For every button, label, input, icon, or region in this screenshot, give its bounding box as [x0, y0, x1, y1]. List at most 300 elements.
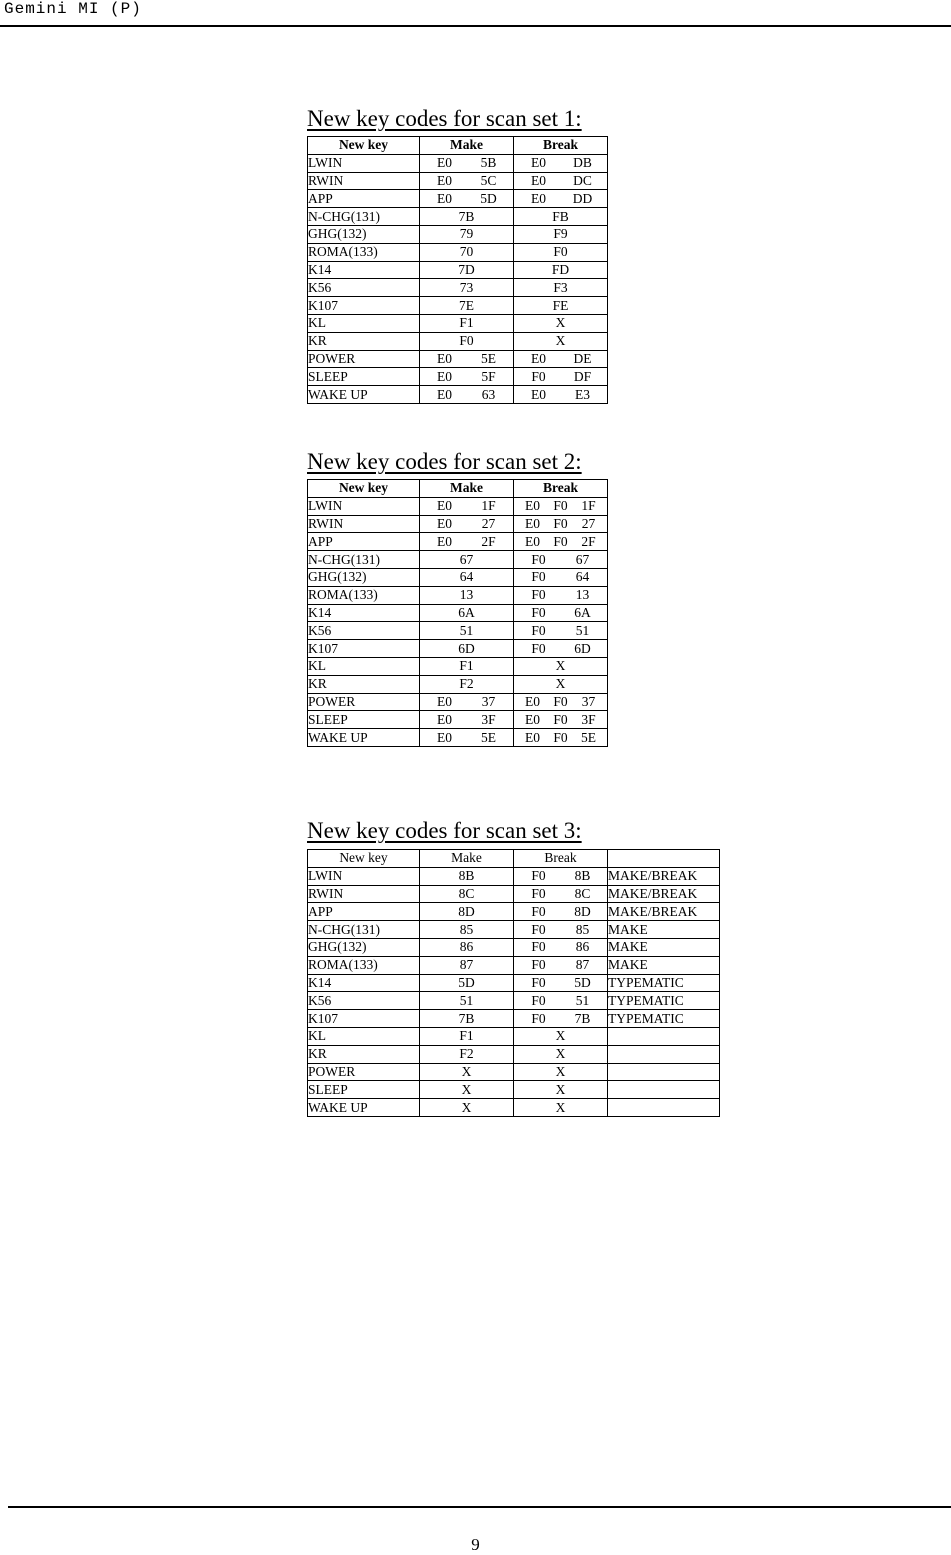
key-type-cell: MAKE/BREAK — [608, 903, 720, 921]
table-row — [308, 350, 608, 368]
break-code-cell — [514, 172, 608, 190]
scan-code: 7E — [459, 297, 474, 313]
break-code-cell — [514, 1099, 608, 1117]
scan-code: F1 — [459, 315, 474, 331]
key-name-cell: POWER — [308, 350, 420, 368]
table-row — [308, 497, 608, 515]
key-name-cell: KL — [308, 657, 420, 675]
scan-code: 73 — [459, 279, 474, 295]
scan-code: E0 — [525, 711, 540, 727]
scan-code: 7B — [574, 1010, 591, 1026]
scan-code: 5E — [481, 350, 496, 366]
break-code-cell — [514, 885, 608, 903]
scan-code: E0 — [437, 533, 452, 549]
scan-code: 5C — [480, 172, 497, 188]
scan-code: X — [555, 658, 566, 674]
key-name-cell: ROMA(133) — [308, 956, 420, 974]
key-type-cell: MAKE — [608, 921, 720, 939]
make-code-cell — [420, 640, 514, 658]
scan-code: F9 — [553, 226, 568, 242]
make-code-cell — [420, 903, 514, 921]
scan-code: 3F — [581, 711, 596, 727]
key-name-cell: RWIN — [308, 172, 420, 190]
key-name-cell: SLEEP — [308, 1081, 420, 1099]
scan-set-3-table — [307, 849, 720, 1117]
table-row — [308, 956, 720, 974]
scan-code: F0 — [531, 551, 546, 567]
scan-code: 79 — [459, 226, 474, 242]
make-code-cell — [420, 867, 514, 885]
column-header: Make — [420, 850, 514, 868]
table-row — [308, 551, 608, 569]
key-name-cell: K56 — [308, 622, 420, 640]
scan-code: X — [555, 315, 566, 331]
key-type-cell: TYPEMATIC — [608, 974, 720, 992]
scan-code: X — [461, 1063, 472, 1079]
scan-code: F0 — [459, 333, 474, 349]
table-row — [308, 1010, 720, 1028]
scan-code: F0 — [531, 604, 546, 620]
scan-code: DB — [573, 155, 592, 171]
page-header-title: Gemini MI (P) — [4, 0, 142, 18]
table-row — [308, 675, 608, 693]
make-code-cell — [420, 172, 514, 190]
table-row — [308, 1081, 720, 1099]
make-code-cell — [420, 675, 514, 693]
key-name-cell: K14 — [308, 261, 420, 279]
column-header: Make — [420, 137, 514, 155]
key-name-cell: N-CHG(131) — [308, 921, 420, 939]
scan-code: 5B — [480, 155, 497, 171]
break-code-cell — [514, 243, 608, 261]
scan-code: DC — [573, 172, 592, 188]
scan-code: 8C — [574, 885, 591, 901]
scan-code: E0 — [437, 350, 452, 366]
table-row — [308, 711, 608, 729]
make-code-cell — [420, 154, 514, 172]
make-code-cell — [420, 368, 514, 386]
key-name-cell: LWIN — [308, 497, 420, 515]
table-row — [308, 885, 720, 903]
table-row — [308, 657, 608, 675]
break-code-cell — [514, 1010, 608, 1028]
table-row — [308, 515, 608, 533]
break-code-cell — [514, 568, 608, 586]
make-code-cell — [420, 279, 514, 297]
key-name-cell: POWER — [308, 693, 420, 711]
scan-code: F0 — [531, 992, 546, 1008]
make-code-cell — [420, 729, 514, 747]
scan-code: 13 — [459, 587, 474, 603]
make-code-cell — [420, 1063, 514, 1081]
make-code-cell — [420, 243, 514, 261]
key-type-cell: MAKE — [608, 956, 720, 974]
break-code-cell — [514, 622, 608, 640]
break-code-cell — [514, 675, 608, 693]
break-code-cell — [514, 350, 608, 368]
break-code-cell — [514, 1063, 608, 1081]
scan-code: 5D — [458, 974, 475, 990]
scan-code: E0 — [531, 350, 546, 366]
make-code-cell — [420, 622, 514, 640]
scan-code: F0 — [553, 515, 568, 531]
scan-code: 6A — [458, 604, 475, 620]
scan-set-2-table — [307, 479, 608, 747]
make-code-cell — [420, 533, 514, 551]
scan-code: E0 — [531, 386, 546, 402]
scan-code: FB — [552, 208, 569, 224]
table-row — [308, 867, 720, 885]
scan-code: F1 — [459, 1028, 474, 1044]
scan-code: 2F — [481, 533, 496, 549]
key-name-cell: SLEEP — [308, 368, 420, 386]
table-row — [308, 729, 608, 747]
scan-code: F0 — [531, 587, 546, 603]
scan-code: 67 — [459, 551, 474, 567]
scan-code: 8C — [458, 885, 475, 901]
scan-code: 8B — [458, 868, 475, 884]
make-code-cell — [420, 1099, 514, 1117]
make-code-cell — [420, 190, 514, 208]
scan-code: F1 — [459, 658, 474, 674]
column-header: Make — [420, 480, 514, 498]
break-code-cell — [514, 657, 608, 675]
scan-code: E0 — [437, 498, 452, 514]
table-header-row — [308, 480, 608, 498]
table-row — [308, 172, 608, 190]
scan-code: F0 — [553, 711, 568, 727]
key-name-cell: WAKE UP — [308, 1099, 420, 1117]
table-row — [308, 622, 608, 640]
scan-code: 6A — [574, 604, 591, 620]
break-code-cell — [514, 729, 608, 747]
scan-code: F3 — [553, 279, 568, 295]
make-code-cell — [420, 297, 514, 315]
make-code-cell — [420, 386, 514, 404]
scan-code: F0 — [531, 368, 546, 384]
scan-code: E3 — [575, 386, 590, 402]
break-code-cell — [514, 974, 608, 992]
key-type-cell — [608, 1099, 720, 1117]
scan-code: FD — [551, 261, 570, 277]
scan-code: E0 — [437, 386, 452, 402]
table-row — [308, 332, 608, 350]
table-header-row — [308, 850, 720, 868]
footer-rule — [8, 1506, 951, 1508]
scan-code: F0 — [531, 903, 546, 919]
key-name-cell: K14 — [308, 974, 420, 992]
scan-code: F0 — [531, 974, 546, 990]
section-title: New key codes for scan set 1: — [307, 106, 582, 131]
key-name-cell: APP — [308, 190, 420, 208]
break-code-cell — [514, 533, 608, 551]
make-code-cell — [420, 974, 514, 992]
key-type-cell: MAKE/BREAK — [608, 867, 720, 885]
column-header: Break — [514, 850, 608, 868]
scan-code: E0 — [531, 190, 546, 206]
make-code-cell — [420, 992, 514, 1010]
scan-code: 8D — [574, 903, 591, 919]
make-code-cell — [420, 956, 514, 974]
key-name-cell: LWIN — [308, 154, 420, 172]
scan-code: F0 — [531, 640, 546, 656]
key-name-cell: GHG(132) — [308, 938, 420, 956]
table-row — [308, 386, 608, 404]
break-code-cell — [514, 921, 608, 939]
column-header: New key — [308, 137, 420, 155]
key-name-cell: KL — [308, 314, 420, 332]
key-type-cell: TYPEMATIC — [608, 1010, 720, 1028]
table-row — [308, 243, 608, 261]
scan-code: 27 — [481, 515, 496, 531]
key-type-cell: MAKE/BREAK — [608, 885, 720, 903]
make-code-cell — [420, 604, 514, 622]
scan-code: E0 — [437, 190, 452, 206]
make-code-cell — [420, 1081, 514, 1099]
key-name-cell: WAKE UP — [308, 729, 420, 747]
break-code-cell — [514, 867, 608, 885]
break-code-cell — [514, 297, 608, 315]
scan-code: 5F — [481, 368, 496, 384]
key-name-cell: RWIN — [308, 885, 420, 903]
table-row — [308, 938, 720, 956]
make-code-cell — [420, 314, 514, 332]
scan-code: 5D — [480, 190, 497, 206]
column-header: Break — [514, 137, 608, 155]
table-row — [308, 1027, 720, 1045]
make-code-cell — [420, 938, 514, 956]
scan-code: 37 — [581, 693, 596, 709]
scan-code: E0 — [437, 155, 452, 171]
scan-code: E0 — [531, 155, 546, 171]
key-name-cell: N-CHG(131) — [308, 208, 420, 226]
scan-code: 8D — [458, 903, 475, 919]
break-code-cell — [514, 711, 608, 729]
break-code-cell — [514, 551, 608, 569]
scan-code: 64 — [575, 569, 590, 585]
make-code-cell — [420, 225, 514, 243]
column-header — [608, 850, 720, 868]
key-type-cell — [608, 1063, 720, 1081]
make-code-cell — [420, 1010, 514, 1028]
break-code-cell — [514, 693, 608, 711]
make-code-cell — [420, 1027, 514, 1045]
column-header: Break — [514, 480, 608, 498]
scan-code: E0 — [437, 729, 452, 745]
scan-code: 51 — [459, 622, 474, 638]
scan-code: 85 — [575, 921, 590, 937]
scan-code: 6D — [574, 640, 591, 656]
key-type-cell — [608, 1045, 720, 1063]
key-name-cell: KL — [308, 1027, 420, 1045]
scan-code: X — [555, 1099, 566, 1115]
scan-code: 67 — [575, 551, 590, 567]
break-code-cell — [514, 515, 608, 533]
scan-code: 1F — [581, 498, 596, 514]
scan-code: F0 — [553, 729, 568, 745]
scan-code: X — [461, 1099, 472, 1115]
break-code-cell — [514, 314, 608, 332]
break-code-cell — [514, 190, 608, 208]
scan-code: E0 — [437, 711, 452, 727]
make-code-cell — [420, 551, 514, 569]
table-row — [308, 640, 608, 658]
make-code-cell — [420, 568, 514, 586]
key-name-cell: K14 — [308, 604, 420, 622]
scan-code: 37 — [481, 693, 496, 709]
make-code-cell — [420, 497, 514, 515]
table-row — [308, 903, 720, 921]
table-row — [308, 297, 608, 315]
scan-code: 64 — [459, 569, 474, 585]
table-row — [308, 992, 720, 1010]
scan-code: F0 — [531, 868, 546, 884]
scan-code: 5E — [481, 729, 496, 745]
table-row — [308, 1099, 720, 1117]
break-code-cell — [514, 497, 608, 515]
make-code-cell — [420, 261, 514, 279]
scan-code: E0 — [437, 693, 452, 709]
break-code-cell — [514, 1045, 608, 1063]
section-title: New key codes for scan set 3: — [307, 818, 582, 843]
break-code-cell — [514, 992, 608, 1010]
table-row — [308, 368, 608, 386]
scan-code: X — [555, 1028, 566, 1044]
key-name-cell: WAKE UP — [308, 386, 420, 404]
scan-code: X — [555, 333, 566, 349]
key-name-cell: ROMA(133) — [308, 586, 420, 604]
table-row — [308, 533, 608, 551]
break-code-cell — [514, 368, 608, 386]
scan-code: DF — [573, 368, 592, 384]
scan-code: F2 — [459, 1046, 474, 1062]
table-row — [308, 208, 608, 226]
scan-code: 86 — [459, 939, 474, 955]
break-code-cell — [514, 154, 608, 172]
break-code-cell — [514, 225, 608, 243]
scan-code: 6D — [458, 640, 475, 656]
make-code-cell — [420, 586, 514, 604]
break-code-cell — [514, 332, 608, 350]
scan-code: E0 — [437, 172, 452, 188]
key-name-cell: K56 — [308, 992, 420, 1010]
key-name-cell: APP — [308, 533, 420, 551]
make-code-cell — [420, 657, 514, 675]
key-name-cell: GHG(132) — [308, 568, 420, 586]
scan-code: 7B — [458, 208, 475, 224]
break-code-cell — [514, 604, 608, 622]
table-row — [308, 921, 720, 939]
scan-code: F0 — [531, 569, 546, 585]
scan-code: E0 — [525, 693, 540, 709]
scan-code: E0 — [437, 368, 452, 384]
table-row — [308, 261, 608, 279]
scan-code: F0 — [531, 622, 546, 638]
make-code-cell — [420, 711, 514, 729]
key-name-cell: APP — [308, 903, 420, 921]
scan-code: 85 — [459, 921, 474, 937]
column-header: New key — [308, 480, 420, 498]
scan-code: X — [555, 1081, 566, 1097]
key-name-cell: N-CHG(131) — [308, 551, 420, 569]
break-code-cell — [514, 279, 608, 297]
scan-code: 3F — [481, 711, 496, 727]
key-name-cell: GHG(132) — [308, 225, 420, 243]
scan-code: X — [461, 1081, 472, 1097]
make-code-cell — [420, 350, 514, 368]
break-code-cell — [514, 208, 608, 226]
table-row — [308, 693, 608, 711]
make-code-cell — [420, 921, 514, 939]
break-code-cell — [514, 386, 608, 404]
scan-code: E0 — [531, 172, 546, 188]
key-name-cell: K107 — [308, 297, 420, 315]
scan-code: F0 — [553, 244, 568, 260]
scan-code: E0 — [525, 729, 540, 745]
key-type-cell: MAKE — [608, 938, 720, 956]
scan-code: FE — [552, 297, 569, 313]
header-rule — [0, 25, 951, 27]
scan-code: E0 — [525, 498, 540, 514]
scan-code: 5D — [574, 974, 591, 990]
scan-code: 7B — [458, 1010, 475, 1026]
break-code-cell — [514, 938, 608, 956]
scan-code: 13 — [575, 587, 590, 603]
key-name-cell: KR — [308, 675, 420, 693]
key-name-cell: POWER — [308, 1063, 420, 1081]
scan-code: F0 — [531, 939, 546, 955]
table-row — [308, 974, 720, 992]
table-row — [308, 190, 608, 208]
key-type-cell: TYPEMATIC — [608, 992, 720, 1010]
scan-code: DD — [572, 190, 593, 206]
make-code-cell — [420, 885, 514, 903]
scan-code: F0 — [553, 533, 568, 549]
scan-code: F0 — [531, 921, 546, 937]
scan-code: 51 — [575, 992, 590, 1008]
table-row — [308, 1045, 720, 1063]
scan-code: 8B — [574, 868, 591, 884]
key-name-cell: KR — [308, 1045, 420, 1063]
key-type-cell — [608, 1081, 720, 1099]
scan-code: F0 — [553, 498, 568, 514]
table-row — [308, 154, 608, 172]
key-name-cell: LWIN — [308, 867, 420, 885]
scan-set-1-table — [307, 136, 608, 404]
scan-code: 1F — [481, 498, 496, 514]
table-row — [308, 586, 608, 604]
break-code-cell — [514, 956, 608, 974]
scan-code: 86 — [575, 939, 590, 955]
scan-code: X — [555, 1046, 566, 1062]
table-row — [308, 568, 608, 586]
key-name-cell: K107 — [308, 1010, 420, 1028]
scan-code: F0 — [531, 957, 546, 973]
make-code-cell — [420, 515, 514, 533]
table-header-row — [308, 137, 608, 155]
table-row — [308, 225, 608, 243]
scan-code: F0 — [531, 885, 546, 901]
scan-code: E0 — [525, 515, 540, 531]
table-row — [308, 279, 608, 297]
scan-code: 51 — [575, 622, 590, 638]
scan-code: 63 — [481, 386, 496, 402]
scan-code: 2F — [581, 533, 596, 549]
scan-code: 27 — [581, 515, 596, 531]
scan-code: 87 — [459, 957, 474, 973]
break-code-cell — [514, 640, 608, 658]
break-code-cell — [514, 903, 608, 921]
